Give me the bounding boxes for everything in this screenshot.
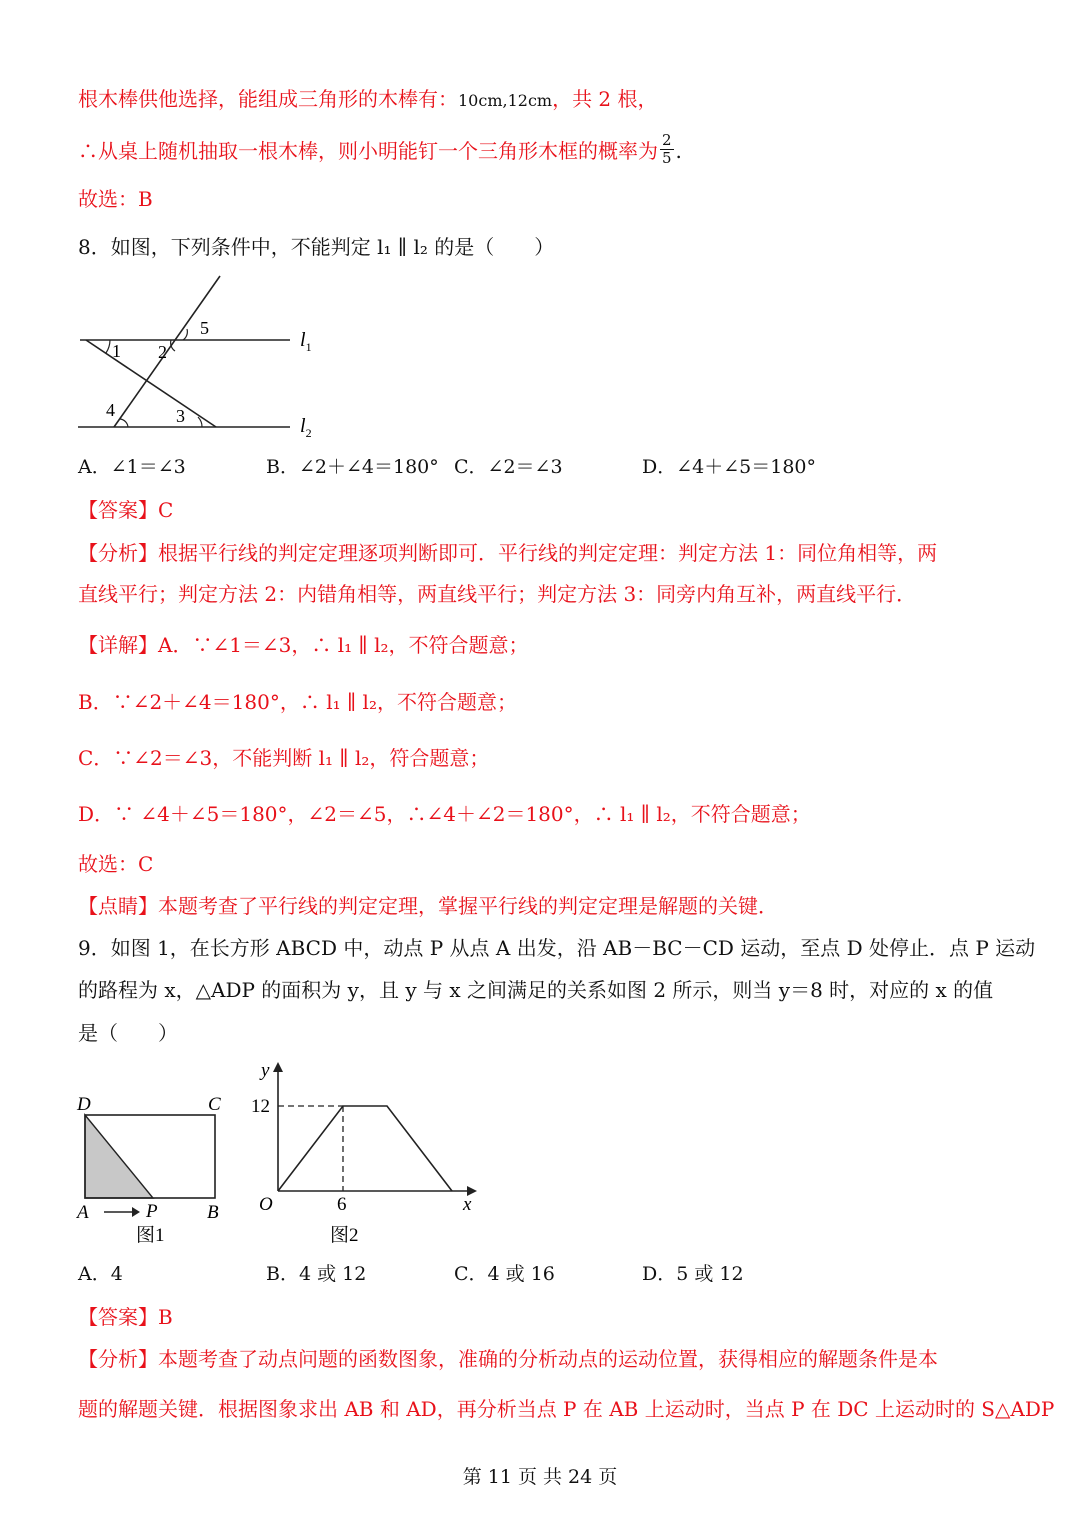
q9-stem-line2: 的路程为 x，△ADP 的面积为 y，且 y 与 x 之间满足的关系如图 2 所示，则当 y＝8 时，对应的 x 的值 xyxy=(78,978,994,1002)
function-graph xyxy=(278,1106,452,1191)
q9-option-d: D．5 或 12 xyxy=(642,1263,744,1285)
q8-comment: 【点睛】本题考查了平行线的判定定理，掌握平行线的判定定理是解题的关键． xyxy=(78,894,778,918)
q9-option-c: C．4 或 16 xyxy=(454,1263,555,1285)
figure-2-caption: 图2 xyxy=(330,1225,359,1246)
q8-option-c: C．∠2＝∠3 xyxy=(454,456,563,478)
q8-option-b: B．∠2＋∠4＝180° xyxy=(266,456,439,478)
angle-label-1: 1 xyxy=(112,341,121,361)
fraction-denominator: 5 xyxy=(662,149,672,167)
q8-answer: 【答案】C xyxy=(78,498,174,522)
q8-figure xyxy=(70,272,330,442)
q9-figure-1 xyxy=(70,1090,240,1250)
q8-analysis-line2: 直线平行；判定方法 2：内错角相等，两直线平行；判定方法 3：同旁内角互补，两直线平行． xyxy=(78,582,917,606)
sol7-line1 xyxy=(78,86,658,114)
vertex-a: A xyxy=(77,1202,89,1223)
x-tick-6: 6 xyxy=(337,1194,347,1215)
arrow-head xyxy=(132,1207,140,1217)
q9-stem-line3: 是（ ） xyxy=(78,1021,178,1045)
q8-detail-d: D．∵ ∠4＋∠5＝180°，∠2＝∠5，∴∠4＋∠2＝180°，∴ l₁ ∥ l₂，不符合题意； xyxy=(78,802,811,826)
q9-figure-2 xyxy=(245,1058,485,1248)
angle-label-5: 5 xyxy=(200,318,209,338)
q9-analysis-line2: 题的解题关键．根据图象求出 AB 和 AD，再分析当点 P 在 AB 上运动时，当点 P 在 DC 上运动时的 S△ADP xyxy=(78,1397,1055,1421)
vertex-b: B xyxy=(207,1202,219,1223)
sol7-text-a: 根木棒供他选择，能组成三角形的木棒有： xyxy=(78,87,458,111)
sol7-line2 xyxy=(78,131,682,170)
sol7-choose: 故选：B xyxy=(78,187,153,211)
q9-option-a: A．4 xyxy=(78,1263,123,1285)
q9-options xyxy=(78,1261,978,1287)
sol7-text-b: ，共 2 根， xyxy=(552,87,658,111)
q8-stem: 8．如图，下列条件中，不能判定 l₁ ∥ l₂ 的是（ ） xyxy=(78,235,555,259)
transversal-2 xyxy=(114,276,220,427)
q8-detail-a: 【详解】A．∵∠1＝∠3，∴ l₁ ∥ l₂，不符合题意； xyxy=(78,633,529,657)
probability-fraction xyxy=(660,132,674,167)
q9-analysis-line1: 【分析】本题考查了动点问题的函数图象，准确的分析动点的运动位置，获得相应的解题条件是本 xyxy=(78,1347,938,1371)
angle-label-4: 4 xyxy=(106,400,115,420)
l1-label: $l_1$ xyxy=(300,329,312,354)
x-axis-label: x xyxy=(463,1194,472,1215)
q8-choose: 故选：C xyxy=(78,852,154,876)
y-tick-12: 12 xyxy=(251,1096,270,1117)
q8-analysis-line1: 【分析】根据平行线的判定定理逐项判断即可．平行线的判定定理：判定方法 1：同位角相等，两 xyxy=(78,541,938,565)
vertex-c: C xyxy=(208,1094,221,1115)
angle-arc-5 xyxy=(183,329,187,340)
y-axis-arrow xyxy=(273,1062,283,1072)
angle-label-2: 2 xyxy=(158,342,167,362)
figure-1-caption: 图1 xyxy=(136,1225,165,1246)
l2-label: $l_2$ xyxy=(300,415,312,440)
angle-arc-3 xyxy=(198,417,202,427)
fraction-numerator: 2 xyxy=(662,131,672,149)
angle-arc-4 xyxy=(120,419,128,427)
sol7-math: 10cm,12cm xyxy=(458,91,553,110)
q9-stem-line1: 9．如图 1，在长方形 ABCD 中，动点 P 从点 A 出发，沿 AB－BC－CD 运动，至点 D 处停止．点 P 运动 xyxy=(78,936,1036,960)
q8-option-a: A．∠1＝∠3 xyxy=(78,456,186,478)
angle-arc-1 xyxy=(106,340,110,353)
q8-options xyxy=(78,454,978,480)
sol7-probability-text: ∴从桌上随机抽取一根木棒，则小明能钉一个三角形木框的概率为 xyxy=(78,139,658,163)
q9-answer: 【答案】B xyxy=(78,1305,173,1329)
origin-label: O xyxy=(259,1194,273,1215)
shaded-triangle-adp xyxy=(85,1115,153,1198)
angle-label-3: 3 xyxy=(176,406,185,426)
vertex-d: D xyxy=(77,1094,91,1115)
q8-detail-b: B．∵∠2＋∠4＝180°，∴ l₁ ∥ l₂，不符合题意； xyxy=(78,690,517,714)
point-p: P xyxy=(146,1201,158,1222)
q8-option-d: D．∠4＋∠5＝180° xyxy=(642,456,817,478)
sol7-period: . xyxy=(675,139,682,163)
y-axis-label: y xyxy=(261,1060,270,1081)
q8-detail-c: C．∵∠2＝∠3，不能判断 l₁ ∥ l₂，符合题意； xyxy=(78,746,490,770)
q9-option-b: B．4 或 12 xyxy=(266,1263,367,1285)
page-footer: 第 11 页 共 24 页 xyxy=(462,1466,618,1488)
